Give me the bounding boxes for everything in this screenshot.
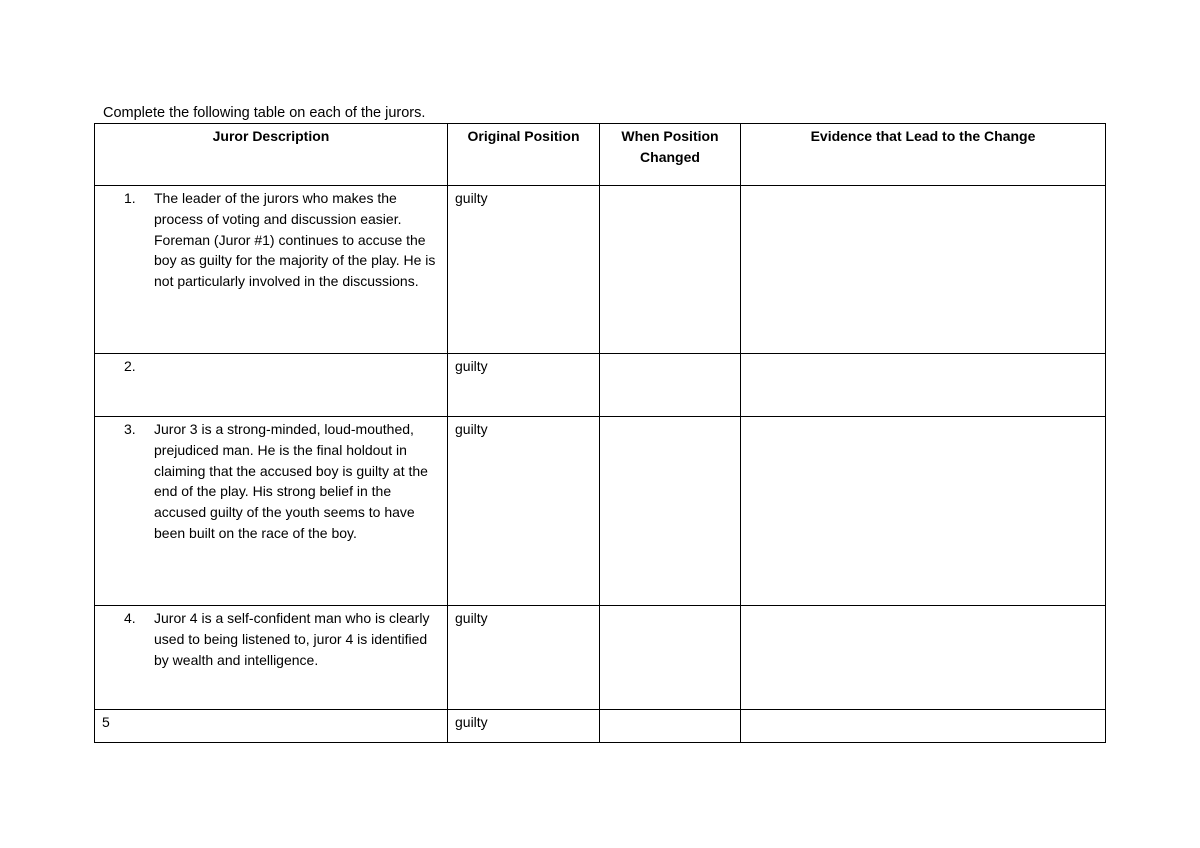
when-changed-cell[interactable] [600, 710, 741, 743]
header-evidence: Evidence that Lead to the Change [741, 124, 1106, 186]
juror-description: Juror 3 is a strong-minded, loud-mouthed, prejudiced man. He is the final holdout in claiming that the accused boy is guilty at the end of the play. His strong belief in the accused guilty of the youth seems to have been built on the race of the boy. [154, 421, 428, 541]
juror-description [154, 356, 441, 377]
original-position-cell[interactable]: guilty [448, 417, 600, 606]
header-when-position-changed: When Position Changed [600, 124, 741, 186]
original-position-cell[interactable]: guilty [448, 606, 600, 710]
juror-number: 2. [124, 358, 136, 374]
jurors-table [94, 123, 1106, 743]
original-position-cell[interactable]: guilty [448, 710, 600, 743]
juror-number: 3. [124, 421, 136, 437]
when-changed-cell[interactable] [600, 606, 741, 710]
header-juror-description: Juror Description [95, 124, 448, 186]
juror-description-cell[interactable] [95, 354, 448, 417]
table-row [95, 354, 1106, 417]
instruction-text: Complete the following table on each of the jurors. [103, 105, 426, 121]
juror-description-cell[interactable] [95, 417, 448, 606]
juror-description-cell[interactable] [95, 186, 448, 354]
table-row [95, 710, 1106, 743]
juror-description-cell[interactable] [95, 710, 448, 743]
juror-number: 1. [124, 190, 136, 206]
original-position-cell[interactable]: guilty [448, 354, 600, 417]
juror-description: The leader of the jurors who makes the process of voting and discussion easier. Foreman (Juror #1) continues to accuse the boy as guilty for the majority of the play. He is not particularly involved in the discussions. [154, 190, 436, 290]
juror-number: 4. [124, 610, 136, 626]
juror-description-cell[interactable] [95, 606, 448, 710]
table-row [95, 606, 1106, 710]
evidence-cell[interactable] [741, 417, 1106, 606]
juror-number: 5 [102, 714, 110, 730]
evidence-cell[interactable] [741, 186, 1106, 354]
table-header-row [95, 124, 1106, 186]
evidence-cell[interactable] [741, 354, 1106, 417]
juror-description: Juror 4 is a self-confident man who is clearly used to being listened to, juror 4 is identified by wealth and intelligence. [154, 610, 430, 668]
header-original-position: Original Position [448, 124, 600, 186]
when-changed-cell[interactable] [600, 186, 741, 354]
table-row [95, 186, 1106, 354]
evidence-cell[interactable] [741, 710, 1106, 743]
when-changed-cell[interactable] [600, 417, 741, 606]
when-changed-cell[interactable] [600, 354, 741, 417]
original-position-cell[interactable]: guilty [448, 186, 600, 354]
evidence-cell[interactable] [741, 606, 1106, 710]
table-row [95, 417, 1106, 606]
